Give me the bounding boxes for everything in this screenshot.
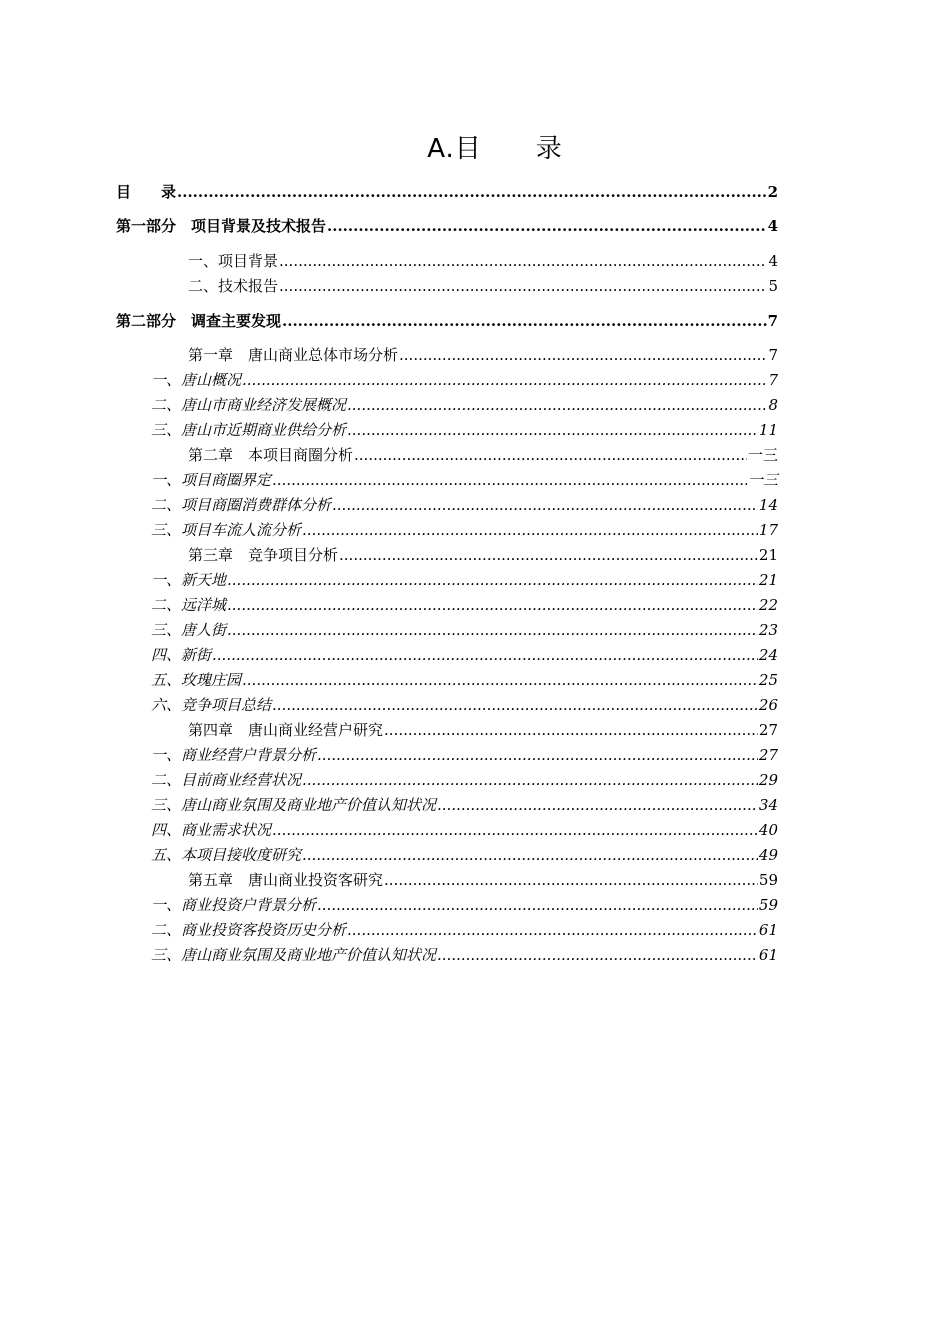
dot-leader [302, 520, 758, 540]
toc-entry-project-background[interactable] [188, 251, 778, 271]
toc-entry-chapter-4[interactable] [188, 720, 778, 740]
dot-leader [354, 445, 747, 465]
toc-entry-item[interactable] [151, 395, 778, 415]
dot-leader [339, 545, 758, 565]
toc-page-number: 59 [758, 896, 778, 914]
toc-entry-label: 六、竞争项目总结 [151, 696, 272, 714]
toc-page-number: 21 [758, 571, 778, 589]
toc-entry-item[interactable] [151, 745, 778, 765]
toc-page-number: 49 [758, 846, 778, 864]
toc-entry-label: 一、商业经营户背景分析 [151, 746, 317, 764]
dot-leader [279, 251, 767, 271]
dot-leader [212, 645, 758, 665]
toc-entry-label: 第一章 唐山商业总体市场分析 [188, 346, 399, 364]
toc-entry-label: 三、唐山商业氛围及商业地产价值认知状况 [151, 946, 437, 964]
toc-entry-chapter-5[interactable] [188, 870, 778, 890]
page-title: A.目 录 [427, 134, 563, 164]
toc-entry-label: 二、商业投资客投资历史分析 [151, 921, 347, 939]
toc-page-number: 一三 [747, 446, 778, 464]
toc-entry-label: 一、项目商圈界定 [151, 471, 272, 489]
toc-page-number: 61 [758, 946, 778, 964]
toc-entry-item[interactable] [151, 945, 778, 965]
toc-page-number: 一三 [747, 471, 778, 489]
toc-entry-part-1[interactable] [116, 216, 778, 236]
dot-leader [227, 570, 758, 590]
toc-entry-item[interactable] [151, 520, 778, 540]
toc-page-number: 4 [767, 217, 778, 235]
toc-entry-chapter-3[interactable] [188, 545, 778, 565]
toc-entry-label: 五、本项目接收度研究 [151, 846, 302, 864]
dot-leader [437, 945, 758, 965]
toc-entry-label: 目 录 [116, 183, 177, 201]
toc-page-number: 17 [758, 521, 778, 539]
dot-leader [272, 695, 758, 715]
toc-page-number: 26 [758, 696, 778, 714]
toc-entry-item[interactable] [151, 645, 778, 665]
toc-page-number: 8 [768, 396, 778, 414]
toc-entry-item[interactable] [151, 695, 778, 715]
toc-entry-item[interactable] [151, 420, 778, 440]
toc-entry-label: 三、唐人街 [151, 621, 227, 639]
toc-entry-label: 二、目前商业经营状况 [151, 771, 302, 789]
toc-entry-label: 三、唐山市近期商业供给分析 [151, 421, 347, 439]
dot-leader [437, 795, 758, 815]
dot-leader [282, 311, 767, 331]
toc-entry-label: 二、项目商圈消费群体分析 [151, 496, 332, 514]
toc-page-number: 2 [767, 183, 778, 201]
toc-entry-technical-report[interactable] [188, 276, 778, 296]
toc-page-number: 29 [758, 771, 778, 789]
dot-leader [227, 620, 758, 640]
toc-entry-item[interactable] [151, 595, 778, 615]
toc-entry-item[interactable] [151, 470, 778, 490]
toc-entry-item[interactable] [151, 845, 778, 865]
toc-entry-label: 第三章 竞争项目分析 [188, 546, 339, 564]
dot-leader [177, 182, 767, 202]
toc-entry-chapter-1[interactable] [188, 345, 778, 365]
toc-page-number: 24 [758, 646, 778, 664]
toc-entry-label: 第一部分 项目背景及技术报告 [116, 217, 327, 235]
toc-entry-item[interactable] [151, 770, 778, 790]
toc-entry-label: 第二章 本项目商圈分析 [188, 446, 354, 464]
dot-leader [347, 420, 758, 440]
dot-leader [399, 345, 767, 365]
toc-page-number: 7 [767, 312, 778, 330]
toc-entry-item[interactable] [151, 495, 778, 515]
toc-entry-label: 二、唐山市商业经济发展概况 [151, 396, 347, 414]
toc-page-number: 40 [758, 821, 778, 839]
toc-entry-item[interactable] [151, 370, 778, 390]
toc-entry-contents[interactable] [116, 182, 778, 202]
dot-leader [332, 495, 758, 515]
toc-entry-item[interactable] [151, 670, 778, 690]
toc-entry-label: 二、技术报告 [188, 277, 279, 295]
toc-page-number: 21 [758, 546, 778, 564]
dot-leader [302, 845, 758, 865]
dot-leader [272, 470, 747, 490]
toc-page-number: 14 [758, 496, 778, 514]
dot-leader [327, 216, 767, 236]
toc-page-number: 11 [758, 421, 778, 439]
toc-page-number: 61 [758, 921, 778, 939]
toc-entry-label: 五、玫瑰庄园 [151, 671, 242, 689]
toc-entry-label: 第四章 唐山商业经营户研究 [188, 721, 384, 739]
dot-leader [317, 745, 758, 765]
toc-entry-label: 四、新街 [151, 646, 212, 664]
toc-entry-item[interactable] [151, 620, 778, 640]
toc-entry-item[interactable] [151, 795, 778, 815]
dot-leader [242, 370, 767, 390]
toc-page-number: 27 [758, 746, 778, 764]
toc-entry-label: 四、商业需求状况 [151, 821, 272, 839]
toc-entry-label: 一、商业投资户背景分析 [151, 896, 317, 914]
toc-entry-label: 一、项目背景 [188, 252, 279, 270]
toc-entry-chapter-2[interactable] [188, 445, 778, 465]
toc-entry-label: 第二部分 调查主要发现 [116, 312, 282, 330]
toc-entry-label: 三、项目车流人流分析 [151, 521, 302, 539]
toc-page-number: 34 [758, 796, 778, 814]
dot-leader [317, 895, 758, 915]
toc-page-number: 22 [758, 596, 778, 614]
toc-entry-item[interactable] [151, 570, 778, 590]
toc-page-number: 7 [768, 371, 778, 389]
dot-leader [279, 276, 767, 296]
toc-entry-item[interactable] [151, 820, 778, 840]
toc-entry-item[interactable] [151, 920, 778, 940]
toc-entry-label: 二、远洋城 [151, 596, 227, 614]
dot-leader [227, 595, 758, 615]
toc-entry-label: 第五章 唐山商业投资客研究 [188, 871, 384, 889]
toc-page-number: 23 [758, 621, 778, 639]
toc-page-number: 4 [768, 252, 778, 270]
dot-leader [347, 920, 758, 940]
toc-page-number: 27 [758, 721, 778, 739]
toc-entry-label: 三、唐山商业氛围及商业地产价值认知状况 [151, 796, 437, 814]
dot-leader [242, 670, 758, 690]
dot-leader [272, 820, 758, 840]
dot-leader [302, 770, 758, 790]
toc-page-number: 59 [758, 871, 778, 889]
dot-leader [384, 720, 758, 740]
dot-leader [384, 870, 758, 890]
toc-page-number: 5 [768, 277, 778, 295]
toc-entry-part-2[interactable] [116, 311, 778, 331]
toc-entry-item[interactable] [151, 895, 778, 915]
toc-entry-label: 一、新天地 [151, 571, 227, 589]
toc-page-number: 25 [758, 671, 778, 689]
dot-leader [347, 395, 767, 415]
toc-entry-label: 一、唐山概况 [151, 371, 242, 389]
toc-page-number: 7 [768, 346, 778, 364]
